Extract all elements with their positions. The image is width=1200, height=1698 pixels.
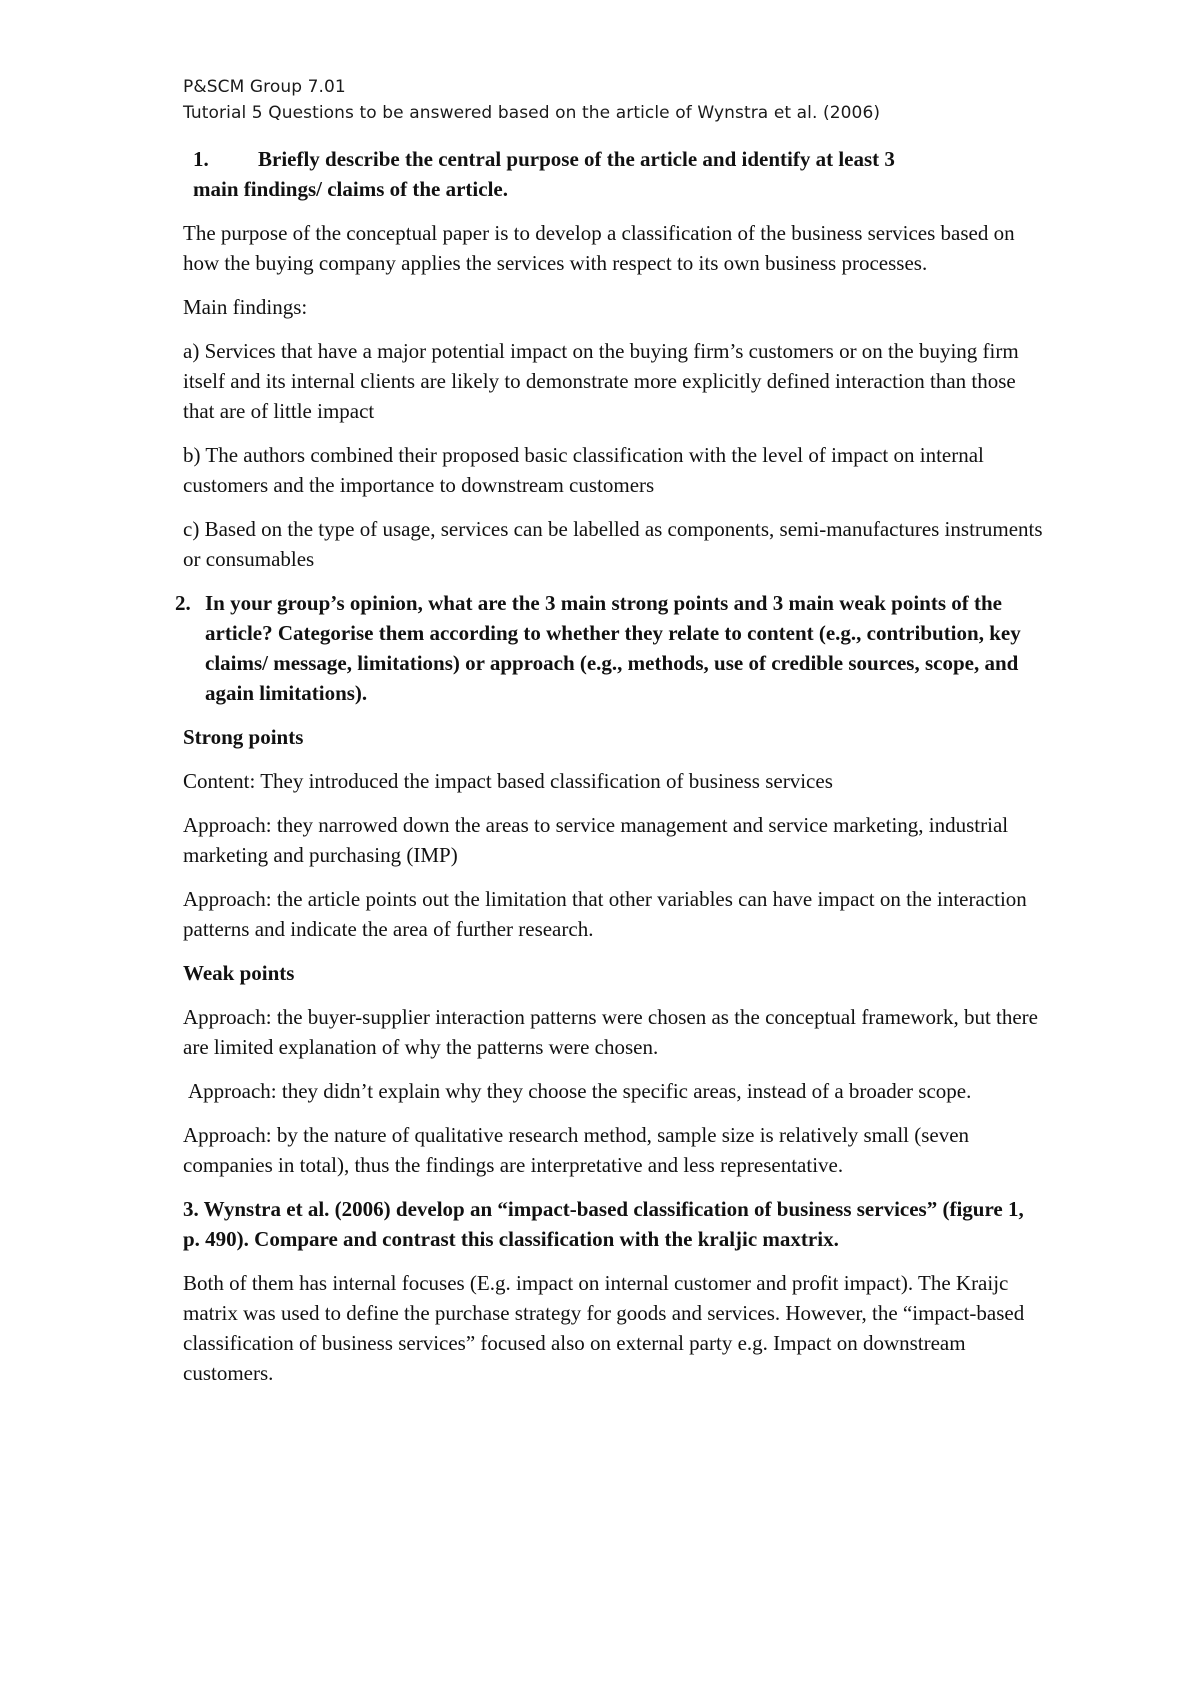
question-1-number: 1.	[193, 147, 209, 171]
strong-points-heading: Strong points	[183, 725, 304, 749]
strong-point-2: Approach: they narrowed down the areas to service management and service marketing, industrial marketing and purchasing (IMP)	[183, 813, 1009, 867]
question-1-text-line1: Briefly describe the central purpose of the article and identify at least 3	[258, 147, 895, 171]
document-body	[175, 144, 1043, 1402]
question-2-number: 2.	[175, 591, 191, 615]
strong-point-3: Approach: the article points out the limitation that other variables can have impact on the interaction patterns and indicate the area of further research.	[183, 887, 1027, 941]
finding-b: b) The authors combined their proposed basic classification with the level of impact on internal customers and the importance to downstream customers	[183, 443, 984, 497]
finding-c: c) Based on the type of usage, services can be labelled as components, semi-manufactures instruments or consumables	[183, 517, 1043, 571]
header-group-line: P&SCM Group 7.01	[183, 77, 346, 97]
header-tutorial-line: Tutorial 5 Questions to be answered based on the article of Wynstra et al. (2006)	[183, 103, 881, 123]
answer-3-paragraph: Both of them has internal focuses (E.g. impact on internal customer and profit impact). The Kraijc matrix was used to define the purchase strategy for goods and services. However, the “impact-based classification of business services” focused also on external party e.g. Impact on downstream customers.	[183, 1271, 1025, 1385]
finding-a: a) Services that have a major potential impact on the buying firm’s customers or on the buying firm itself and its internal clients are likely to demonstrate more explicitly defined interaction than those that are of little impact	[183, 339, 1019, 423]
weak-points-heading: Weak points	[183, 961, 295, 985]
purpose-paragraph: The purpose of the conceptual paper is to develop a classification of the business services based on how the buying company applies the services with respect to its own business processes.	[183, 221, 1015, 275]
weak-point-3: Approach: by the nature of qualitative research method, sample size is relatively small (seven companies in total), thus the findings are interpretative and less representative.	[183, 1123, 970, 1177]
weak-point-2: Approach: they didn’t explain why they choose the specific areas, instead of a broader scope.	[188, 1079, 972, 1103]
weak-point-1: Approach: the buyer-supplier interaction patterns were chosen as the conceptual framework, but there are limited explanation of why the patterns were chosen.	[183, 1005, 1038, 1059]
question-2-text: In your group’s opinion, what are the 3 main strong points and 3 main weak points of the article? Categorise them according to whether they relate to content (e.g., contribution, key claims/ message, limitations) or approach (e.g., methods, use of credible sources, scope, and again limitations).	[205, 591, 1021, 705]
question-2	[175, 588, 1043, 708]
question-1-text-line2: main findings/ claims of the article.	[193, 177, 508, 201]
question-1	[183, 144, 1043, 204]
question-3: 3. Wynstra et al. (2006) develop an “impact-based classification of business services” (figure 1, p. 490). Compare and contrast this classification with the kraljic maxtrix.	[183, 1197, 1024, 1251]
main-findings-label: Main findings:	[183, 295, 308, 319]
strong-point-1: Content: They introduced the impact based classification of business services	[183, 769, 833, 793]
document-header	[183, 74, 880, 126]
